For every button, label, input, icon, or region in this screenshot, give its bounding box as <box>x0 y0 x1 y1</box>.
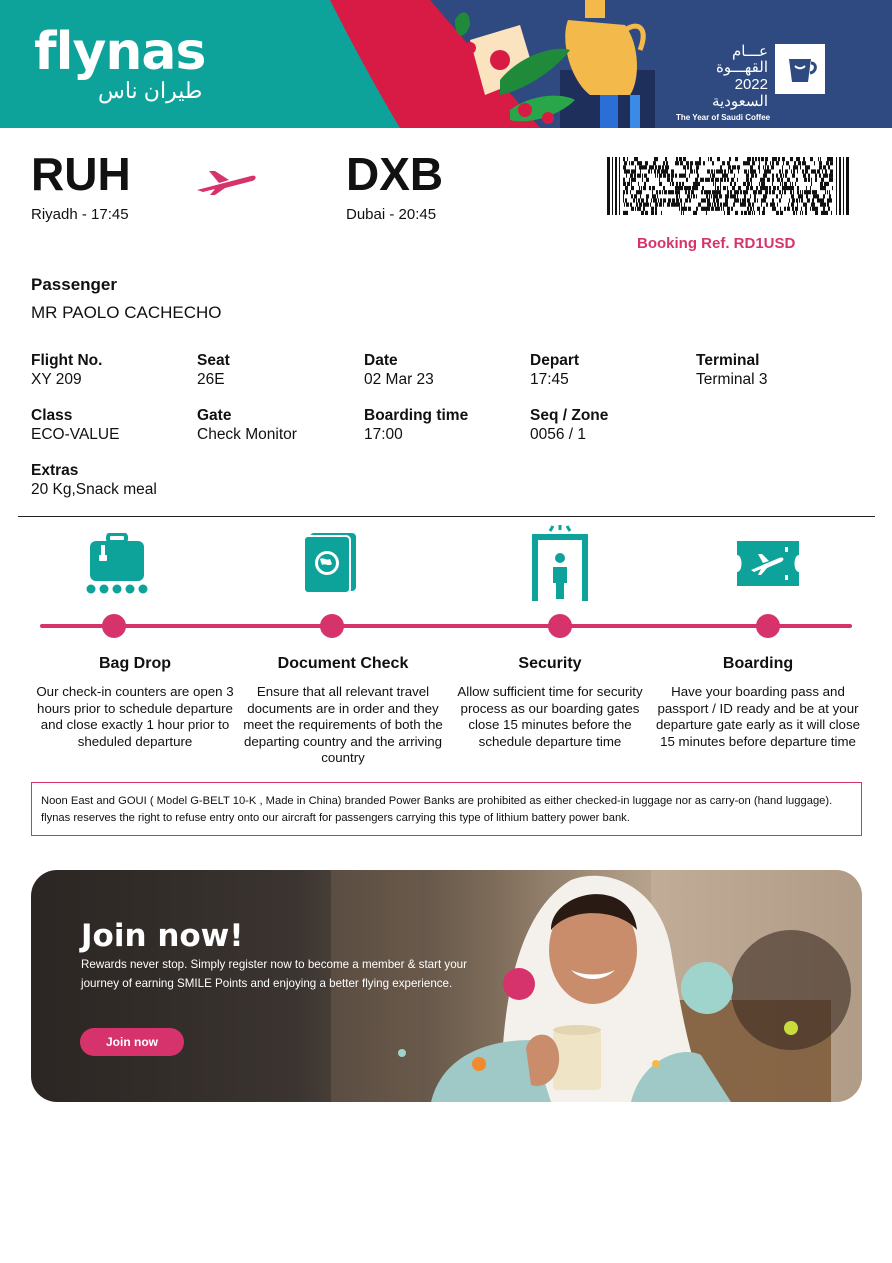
step-desc-bag-drop: Our check-in counters are open 3 hours prior to schedule departure and close exactly 1 hour prior to sheduled departure <box>36 684 234 749</box>
step-desc-boarding: Have your boarding pass and passport / ID ready and be at your departure gate early as it will close 15 minutes before departure time <box>656 684 860 749</box>
timeline-dot <box>102 614 126 638</box>
passenger-label: Passenger <box>31 275 117 294</box>
timeline-dot <box>320 614 344 638</box>
flynas-logo <box>34 22 206 103</box>
step-desc-document-check: Ensure that all relevant travel documents are in order and they meet the requirements of both the departing country and the arriving country <box>243 684 443 765</box>
gate-field <box>197 406 357 444</box>
coffee-year-number: 2022 السعودية <box>711 76 768 110</box>
class-field <box>31 406 191 444</box>
year-of-coffee-label <box>676 43 771 122</box>
header-banner <box>0 0 892 128</box>
join-now-text: Rewards never stop. Simply register now to become a member & start your journey of earning SMILE Points and enjoying a better flying experience. <box>81 958 467 990</box>
field-label: Class <box>31 407 73 424</box>
join-now-banner <box>31 870 862 1102</box>
field-label: Seat <box>197 352 230 369</box>
step-title-security: Security <box>518 655 582 672</box>
coffee-cup-badge-icon <box>775 44 825 94</box>
field-label: Depart <box>530 352 580 369</box>
boarding-time-field <box>364 406 524 444</box>
field-label: Terminal <box>696 352 760 369</box>
boarding-pass-barcode <box>607 157 849 215</box>
boarding-ticket-icon <box>737 541 799 591</box>
field-value: XY 209 <box>31 371 82 388</box>
passenger-name: MR PAOLO CACHECHO <box>31 303 222 322</box>
timeline-dot <box>548 614 572 638</box>
field-label: Date <box>364 352 398 369</box>
field-value: 17:45 <box>530 371 569 388</box>
timeline-dot <box>756 614 780 638</box>
field-value: ECO-VALUE <box>31 426 120 443</box>
step-title-boarding: Boarding <box>722 655 794 672</box>
field-label: Boarding time <box>364 407 469 424</box>
field-value: Terminal 3 <box>696 371 768 388</box>
field-value: 0056 / 1 <box>530 426 587 443</box>
origin-airport-code: RUH <box>31 148 131 200</box>
field-value: Check Monitor <box>197 426 297 443</box>
power-bank-notice: Noon East and GOUI ( Model G-BELT 10-K , Made in China) branded Power Banks are prohibited as either checked-in luggage nor as carry-on (hand luggage). flynas reserves the right to refuse entry onto our aircraft for passengers carrying this type of lithium battery power bank. <box>31 782 862 836</box>
step-title-document-check: Document Check <box>277 655 409 672</box>
field-label: Gate <box>197 407 232 424</box>
passport-icon <box>304 533 356 598</box>
plane-icon <box>195 168 257 201</box>
field-value: 02 Mar 23 <box>364 371 434 388</box>
destination-airport-code: DXB <box>346 148 444 200</box>
seat-field <box>197 351 357 389</box>
booking-reference: Booking Ref. RD1USD <box>637 235 796 252</box>
date-field <box>364 351 524 389</box>
coffee-year-arabic: عـــام القهـــوة <box>715 43 768 76</box>
field-label: Flight No. <box>31 352 103 369</box>
destination-city-time: Dubai - 20:45 <box>346 206 437 223</box>
field-label: Seq / Zone <box>530 407 609 424</box>
depart-field <box>530 351 690 389</box>
step-title-bag-drop: Bag Drop <box>99 655 171 672</box>
field-label: Extras <box>31 462 79 479</box>
field-value: 26E <box>197 371 225 388</box>
coffee-year-english: The Year of Saudi Coffee <box>676 113 771 122</box>
logo-text-en: flynas <box>34 22 206 82</box>
field-value: 17:00 <box>364 426 403 443</box>
section-divider <box>18 516 875 517</box>
join-now-title: Join now! <box>81 918 244 954</box>
step-desc-security: Allow sufficient time for security process as our boarding gates close 15 minutes before the schedule departure time <box>457 684 643 749</box>
field-value: 20 Kg,Snack meal <box>31 481 157 498</box>
origin-city-time: Riyadh - 17:45 <box>31 206 129 223</box>
extras-field <box>31 461 271 499</box>
terminal-field <box>696 351 856 389</box>
seq-zone-field <box>530 406 690 444</box>
security-gate-icon <box>532 525 588 608</box>
flight-number-field <box>31 351 191 389</box>
luggage-icon <box>84 533 150 600</box>
logo-text-ar: طيران ناس <box>98 78 203 103</box>
join-now-button[interactable]: Join now <box>80 1028 184 1056</box>
process-timeline <box>40 624 852 628</box>
